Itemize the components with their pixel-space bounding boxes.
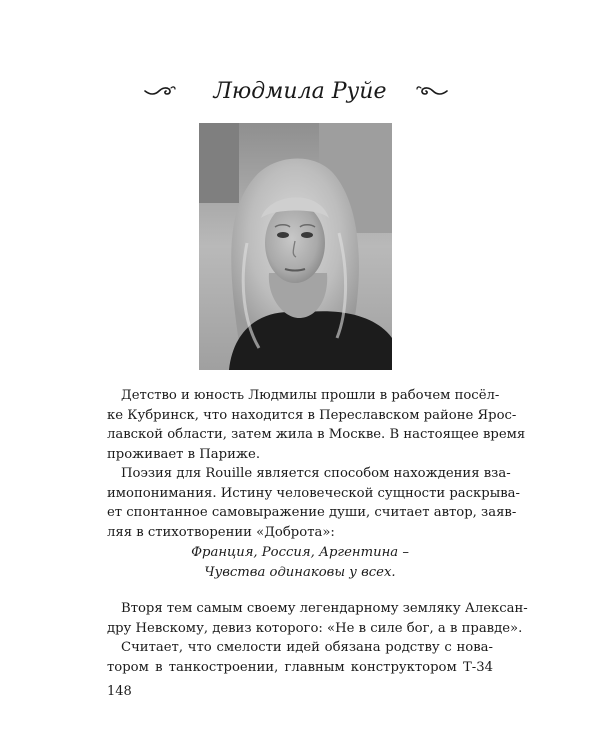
- right-ornament-icon: [416, 84, 448, 98]
- text-line: тором в танкостроении, главным конструктором Т-34: [107, 659, 493, 675]
- text-line: Поэзия для Rouille является способом нахождения вза-: [121, 466, 511, 481]
- paragraph-3: [107, 599, 528, 638]
- text-line: Детство и юность Людмилы прошли в рабочем посёл-: [121, 388, 500, 403]
- poem-line: Чувства одинаковы у всех.: [204, 564, 396, 580]
- text-line: ет спонтанное самовыражение души, считает автор, заяв-: [107, 505, 517, 521]
- paragraph-4: [107, 638, 493, 677]
- text-line: ке Кубринск, что находится в Переславском районе Ярос-: [107, 407, 517, 423]
- poem-quote: [107, 543, 493, 582]
- author-photo: [199, 123, 392, 370]
- text-line: лавской области, затем жила в Москве. В настоящее время: [107, 427, 526, 443]
- poem-line: Франция, Россия, Аргентина –: [191, 545, 409, 560]
- text-line: Вторя тем самым своему легендарному земляку Алексан-: [121, 601, 528, 616]
- text-line: имопонимания. Истину человеческой сущности раскрыва-: [107, 485, 520, 501]
- paragraph-2: [107, 464, 520, 542]
- page-title: Людмила Руйе: [213, 79, 387, 104]
- title-row: [0, 78, 600, 108]
- text-line: проживает в Париже.: [107, 446, 261, 462]
- page-number: 148: [107, 684, 132, 699]
- paragraph-1: [107, 386, 526, 464]
- text-line: дру Невскому, девиз которого: «Не в силе бог, а в правде».: [107, 620, 523, 636]
- text-line: Считает, что смелости идей обязана родству с нова-: [121, 640, 493, 655]
- text-line: ляя в стихотворении «Доброта»:: [107, 524, 335, 540]
